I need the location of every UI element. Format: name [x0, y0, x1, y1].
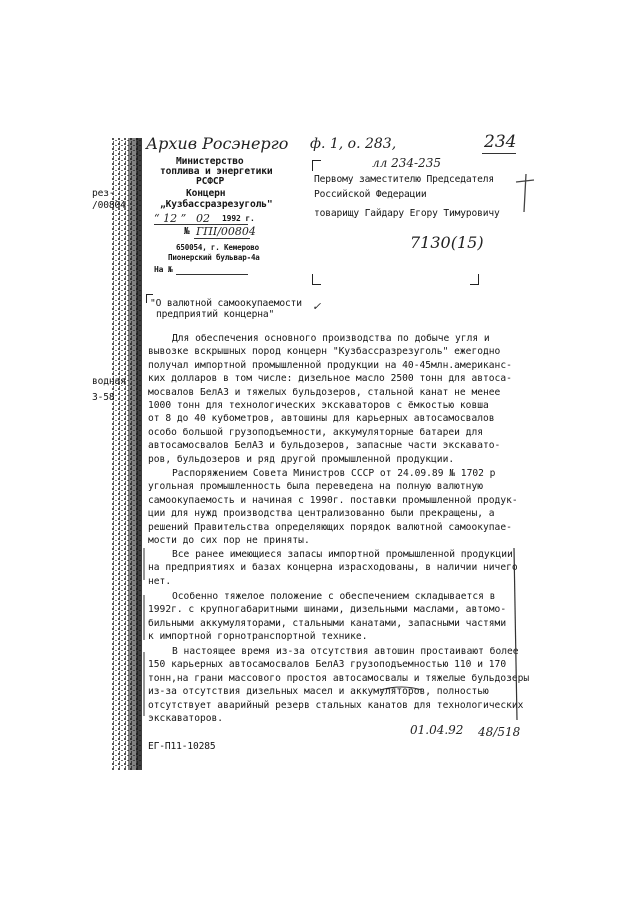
margin-fragment: /00804 [92, 200, 126, 211]
concern-label: Концерн [186, 188, 226, 199]
ministry-line: топлива и энергетики [160, 166, 273, 177]
subject-line: "О валютной самоокупаемости [150, 298, 302, 309]
date-year: 1992 г. [222, 214, 255, 223]
ministry-line: Министерство [176, 156, 244, 167]
body-line: Для обеспечения основного производства по добыче угля и [172, 333, 490, 344]
body-line: самоокупаемость и начиная с 1990г. поставки промышленной продук- [148, 494, 518, 506]
body-line: Распоряжением Совета Министров СССР от 24.09.89 № 1702 р [172, 468, 496, 479]
date-month: 02 [196, 212, 210, 225]
body-line: к импортной горнотранспортной технике. [148, 631, 368, 643]
archive-ref: ф. 1, о. 283, [310, 136, 397, 152]
body-line: отсутствует аварийный резерв стальных канатов для технологических [148, 699, 524, 711]
page-number: 234 [484, 132, 517, 152]
subject-line: предприятий концерна" [156, 309, 275, 320]
number-prefix: № [184, 226, 190, 237]
body-paragraph [148, 332, 518, 466]
ministry-line: РСФСР [196, 176, 225, 187]
body-line: ров, бульдозеров и ряд другой промышленной продукции. [148, 453, 455, 465]
body-line: В настоящее время из-за отсутствия автошин простаивают более [172, 646, 519, 657]
body-line: автосамосвалов БелАЗ и бульдозеров, запасные части экскавато- [148, 440, 501, 452]
body-line: ции для нужд производства централизованно были прекращены, а [148, 508, 495, 520]
date-day: “ 12 ” [154, 212, 187, 225]
body-line: ких долларов в том числе: дизельное масло 2500 тонн для автоса- [148, 373, 512, 385]
body-line: Все ранее имеющиеся запасы импортной промышленной продукции [172, 549, 513, 560]
body-paragraph [148, 467, 518, 547]
body-line: 1992г. с крупногабаритными шинами, дизельными маслами, автомо- [148, 604, 507, 616]
margin-markings [140, 540, 530, 730]
footer-ref: 48/518 [478, 725, 521, 739]
margin-fragment: рез- [92, 188, 115, 199]
footer-code: ЕГ-П11-10285 [148, 741, 216, 752]
recipient-line: Российской Федерации [314, 189, 427, 200]
body-line: угольная промышленность была переведена на полную валютную [148, 481, 484, 493]
corner-bracket [312, 274, 321, 285]
body-line: мосвалов БелАЗ и тяжелых бульдозеров, стальной канат не менее [148, 386, 501, 398]
recipient-line: Первому заместителю Председателя [314, 174, 495, 185]
binding-shadow [112, 138, 142, 770]
date-number-block [154, 212, 256, 242]
body-line: 150 карьерных автосамосвалов БелАЗ грузоподъемностью 110 и 170 [148, 659, 507, 671]
check-mark-icon: ✓ [312, 300, 322, 313]
page-number-underline [482, 153, 516, 154]
body-line: особо большой грузоподъемности, аккумуляторные батареи для [148, 426, 484, 438]
body-line: экскаваторов. [148, 713, 224, 725]
sheets-ref: лл 234-235 [372, 156, 441, 170]
corner-bracket [312, 160, 321, 171]
body-line: от 8 до 40 кубометров, автошины для карьерных автосамосвалов [148, 413, 495, 425]
check-mark-icon [510, 168, 536, 214]
body-line: на предприятиях и базах концерна израсходованы, в наличии ничего [148, 562, 518, 574]
number-underline [194, 238, 250, 239]
incoming-number: 7130(15) [410, 233, 484, 252]
body-line: из-за отсутствия дизельных масел и аккумуляторов, полностью [148, 686, 489, 698]
body-line: тонн,на грани массового простоя автосамосвалы и тяжелые бульдозеры [148, 672, 530, 684]
address-line: Пионерский бульвар-4а [168, 253, 260, 262]
corner-bracket [470, 274, 479, 285]
footer-date: 01.04.92 [410, 723, 464, 737]
body-line: решений Правительства определяющих порядок валютной самоокупае- [148, 521, 512, 533]
body-line: мости до сих пор не приняты. [148, 535, 310, 547]
margin-fragment: водная [92, 376, 126, 387]
reference-label: На № [154, 265, 173, 274]
body-line: вывозке вскрышных пород концерн "Кузбассразрезуголь" ежегодно [148, 346, 501, 358]
body-line: 1000 тонн для технологических экскаваторов с ёмкостью ковша [148, 400, 489, 412]
body-line: Особенно тяжелое положение с обеспечением складывается в [172, 591, 496, 602]
margin-fragment: 3-58 [92, 392, 115, 403]
archive-stamp: Архив Росэнерго [146, 134, 289, 153]
recipient-line: товарищу Гайдару Егору Тимуровичу [314, 208, 500, 219]
outgoing-number: ГПI/00804 [196, 225, 256, 238]
body-line: получал импортной промышленной продукции на 40-45млн.американс- [148, 359, 512, 371]
reference-underline [176, 274, 248, 275]
concern-name: „Кузбассразрезуголь" [160, 199, 273, 210]
body-line: нет. [148, 575, 172, 587]
address-line: 650054, г. Кемерово [176, 243, 259, 252]
body-line: бильными аккумуляторами, стальными канатами, запасными частями [148, 617, 507, 629]
